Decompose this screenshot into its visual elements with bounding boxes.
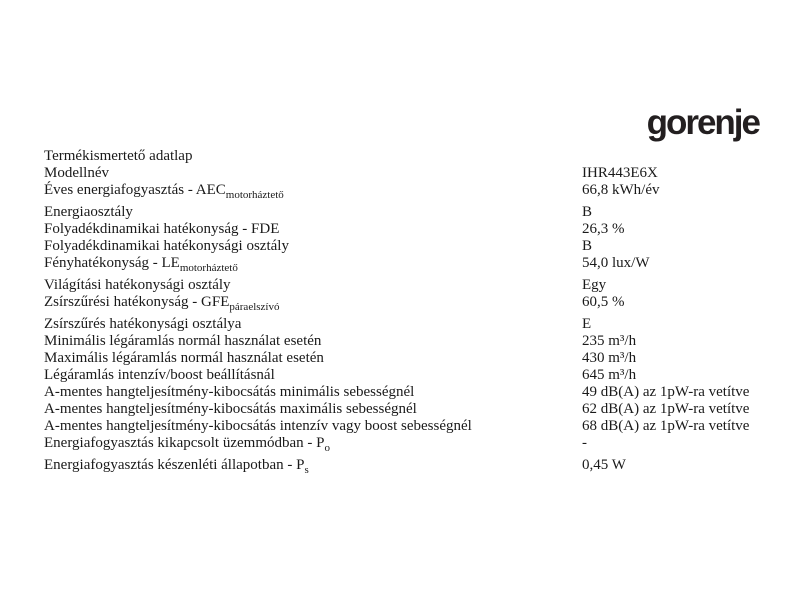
spec-label: Zsírszűrés hatékonysági osztálya — [44, 316, 242, 332]
spec-row — [44, 221, 784, 238]
spec-value: 68 dB(A) az 1pW-ra vetítve — [582, 418, 750, 434]
spec-label: Modellnév — [44, 165, 109, 181]
spec-row — [44, 255, 784, 277]
gorenje-brand-logo: gorenje — [646, 103, 759, 142]
spec-label: Légáramlás intenzív/boost beállításnál — [44, 367, 275, 383]
spec-label: Energiafogyasztás készenléti állapotban - P — [44, 457, 305, 473]
spec-label: Minimális légáramlás normál használat esetén — [44, 333, 322, 349]
spec-row — [44, 277, 784, 294]
spec-subscript: motorháztető — [179, 262, 238, 274]
spec-subscript: páraelszívó — [229, 301, 280, 313]
spec-row — [44, 333, 784, 350]
spec-row — [44, 294, 784, 316]
spec-row — [44, 316, 784, 333]
spec-label: Folyadékdinamikai hatékonysági osztály — [44, 238, 289, 254]
spec-label: Fényhatékonyság - LE — [44, 255, 180, 271]
spec-subscript: motorháztető — [225, 189, 284, 201]
spec-value: 62 dB(A) az 1pW-ra vetítve — [582, 401, 750, 417]
spec-value: IHR443E6X — [582, 165, 658, 181]
spec-row — [44, 384, 784, 401]
spec-value: 54,0 lux/W — [582, 255, 650, 271]
spec-value: - — [582, 435, 587, 451]
spec-row — [44, 204, 784, 221]
spec-row — [44, 401, 784, 418]
spec-row — [44, 148, 784, 165]
spec-value: 26,3 % — [582, 221, 625, 237]
spec-value: 66,8 kWh/év — [582, 182, 660, 198]
spec-value: 0,45 W — [582, 457, 626, 473]
spec-row — [44, 457, 784, 479]
spec-value: 430 m³/h — [582, 350, 637, 366]
spec-label: Zsírszűrési hatékonyság - GFE — [44, 294, 230, 310]
spec-label: Energiafogyasztás kikapcsolt üzemmódban - P — [44, 435, 325, 451]
spec-row — [44, 238, 784, 255]
spec-value: B — [582, 204, 593, 220]
spec-subscript: s — [304, 464, 309, 476]
spec-value: 60,5 % — [582, 294, 625, 310]
spec-label: Maximális légáramlás normál használat esetén — [44, 350, 324, 366]
spec-label: Termékismertető adatlap — [44, 148, 193, 164]
spec-label: A-mentes hangteljesítmény-kibocsátás maximális sebességnél — [44, 401, 417, 417]
spec-row — [44, 350, 784, 367]
spec-label: A-mentes hangteljesítmény-kibocsátás minimális sebességnél — [44, 384, 415, 400]
spec-row — [44, 418, 784, 435]
spec-value: Egy — [582, 277, 607, 293]
spec-row — [44, 182, 784, 204]
spec-row — [44, 367, 784, 384]
spec-row — [44, 435, 784, 457]
spec-row — [44, 165, 784, 182]
spec-value: E — [582, 316, 592, 332]
spec-label: Energiaosztály — [44, 204, 133, 220]
spec-subscript: o — [324, 442, 330, 454]
spec-label: Világítási hatékonysági osztály — [44, 277, 231, 293]
spec-label: Folyadékdinamikai hatékonyság - FDE — [44, 221, 280, 237]
spec-table — [44, 148, 784, 479]
spec-value: 235 m³/h — [582, 333, 637, 349]
spec-label: A-mentes hangteljesítmény-kibocsátás intenzív vagy boost sebességnél — [44, 418, 472, 434]
spec-value: 49 dB(A) az 1pW-ra vetítve — [582, 384, 750, 400]
spec-label: Éves energiafogyasztás - AEC — [44, 182, 226, 198]
spec-value: 645 m³/h — [582, 367, 637, 383]
spec-value: B — [582, 238, 593, 254]
